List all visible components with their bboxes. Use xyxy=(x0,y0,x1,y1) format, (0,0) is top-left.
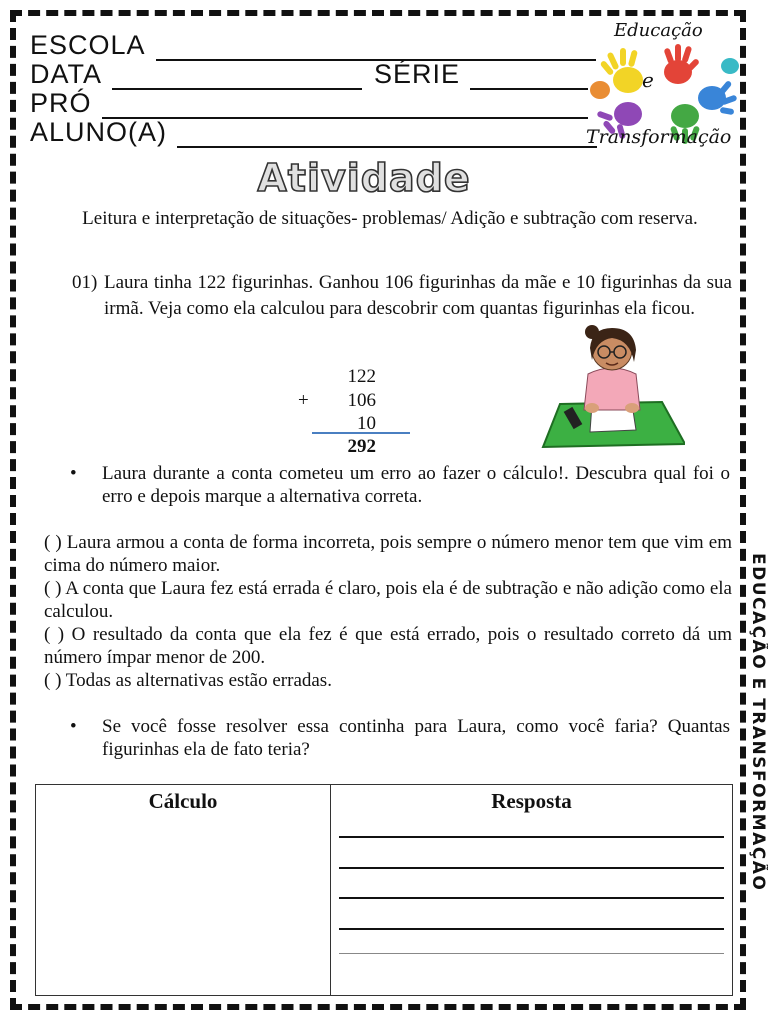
answer-line[interactable] xyxy=(339,928,724,930)
answer-line[interactable] xyxy=(339,953,724,954)
option-4[interactable]: ( ) Todas as alternativas estão erradas. xyxy=(44,670,332,691)
question-1 xyxy=(72,270,732,322)
calc-operand-3: 10 xyxy=(357,413,376,434)
logo xyxy=(580,18,750,153)
student-field xyxy=(30,117,597,148)
teacher-label: PRÓ xyxy=(30,88,92,118)
school-label: ESCOLA xyxy=(30,30,146,60)
calc-sum-line xyxy=(312,432,410,434)
bullet-1-text: Laura durante a conta cometeu um erro ao fazer o cálculo!. Descubra qual foi o erro e depois marque a alternativa correta. xyxy=(102,463,730,507)
question-1-text: Laura tinha 122 figurinhas. Ganhou 106 figurinhas da mãe e 10 figurinhas da sua irmã. Veja como ela calculou para descobrir com quantas figurinhas ela ficou. xyxy=(104,272,732,319)
bullet-2-text: Se você fosse resolver essa continha para Laura, como você faria? Quantas figurinhas ela de fato teria? xyxy=(102,716,730,760)
answer-table xyxy=(35,784,733,996)
option-2[interactable]: ( ) A conta que Laura fez está errada é claro, pois ela é de subtração e não adição como ela calculou. xyxy=(44,578,732,622)
grade-label: SÉRIE xyxy=(374,59,461,89)
calc-operand-1: 122 xyxy=(347,366,376,387)
page-title: Atividade xyxy=(257,156,471,200)
answer-line[interactable] xyxy=(339,836,724,838)
school-input-line[interactable] xyxy=(156,33,596,61)
question-1-number: 01) xyxy=(72,272,98,293)
bullet-icon: • xyxy=(70,463,77,484)
calc-column-header: Cálculo xyxy=(148,789,218,813)
option-3[interactable]: ( ) O resultado da conta que ela fez é que está errado, pois o resultado correto dá um número ímpar menor de 200. xyxy=(44,624,732,668)
side-vertical-text: EDUCAÇÃO E TRANSFORMAÇÃO xyxy=(748,552,768,892)
answer-line[interactable] xyxy=(339,897,724,899)
answer-column[interactable] xyxy=(331,785,732,995)
teacher-input-line[interactable] xyxy=(102,91,588,119)
calc-plus-sign: + xyxy=(298,390,309,411)
option-1[interactable]: ( ) Laura armou a conta de forma incorreta, pois sempre o número menor tem que vim em cima do número maior. xyxy=(44,532,732,576)
answer-column-header: Resposta xyxy=(491,789,572,813)
student-label: ALUNO(A) xyxy=(30,117,168,147)
teacher-field xyxy=(30,88,588,119)
calc-result: 292 xyxy=(347,436,376,457)
date-input-line[interactable] xyxy=(112,62,362,90)
date-grade-field xyxy=(30,59,588,90)
answer-line[interactable] xyxy=(339,867,724,869)
logo-bottom-text: Transformação xyxy=(586,126,732,148)
bullet-icon: • xyxy=(70,716,77,737)
student-input-line[interactable] xyxy=(177,120,597,148)
page-subtitle: Leitura e interpretação de situações- problemas/ Adição e subtração com reserva. xyxy=(82,208,698,229)
multiple-choice-options xyxy=(44,531,732,692)
calc-column[interactable] xyxy=(36,785,331,995)
calc-operand-2: 106 xyxy=(347,390,376,411)
date-label: DATA xyxy=(30,59,103,89)
logo-top-text: Educação xyxy=(614,20,703,41)
grade-input-line[interactable] xyxy=(470,62,588,90)
girl-studying-illustration xyxy=(540,322,685,452)
bullet-item-1 xyxy=(70,462,730,508)
school-field xyxy=(30,30,596,61)
logo-middle-text: e xyxy=(642,68,654,92)
bullet-item-2 xyxy=(70,715,730,761)
